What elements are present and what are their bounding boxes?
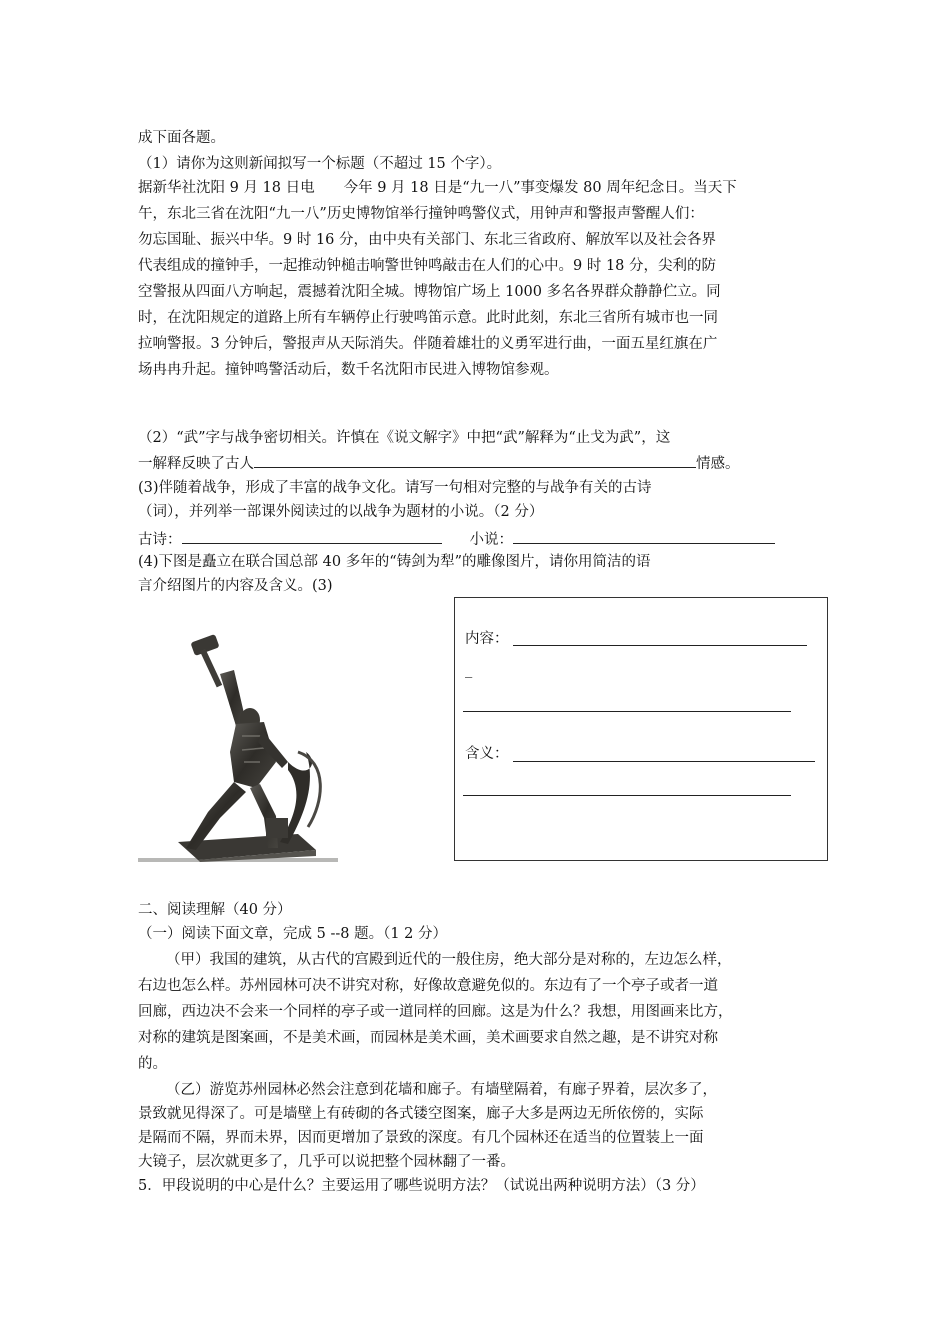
content-answer-line[interactable] — [513, 645, 807, 646]
meaning-answer-line[interactable] — [513, 761, 815, 762]
passage-text: 回廊，西边决不会来一个同样的亭子或一道同样的回廊。这是为什么？我想，用图画来比方， — [138, 1004, 733, 1020]
passage-text: 是隔而不隔，界而未界，因而更增加了景致的深度。有几个园林还在适当的位置装上一面 — [138, 1130, 704, 1146]
meaning-answer-line-2[interactable] — [463, 795, 791, 796]
question-3: （词），并列举一部课外阅读过的以战争为题材的小说。（2 分） — [138, 504, 544, 520]
answer-blank[interactable] — [254, 452, 696, 468]
question-3-blanks — [138, 528, 775, 550]
text-line: 成下面各题。 — [138, 130, 225, 146]
poem-label: 古诗： — [138, 532, 182, 548]
dash-mark: _ — [465, 662, 473, 678]
news-text: 午，东北三省在沈阳“九一八”历史博物馆举行撞钟鸣警仪式，用钟声和警报声警醒人们： — [138, 206, 704, 222]
news-text: 场冉冉升起。撞钟鸣警活动后，数千名沈阳市民进入博物馆参观。 — [138, 362, 559, 378]
passage-text: （乙）游览苏州园林必然会注意到花墙和廊子。有墙壁隔着，有廊子界着，层次多了， — [166, 1082, 717, 1098]
text-fragment: 情感。 — [696, 456, 740, 472]
poem-blank[interactable] — [182, 528, 442, 544]
question-1: （1）请你为这则新闻拟写一个标题（不超过 15 个字）。 — [138, 156, 502, 172]
reading-instruction: （一）阅读下面文章，完成 5 --8 题。（1 2 分） — [138, 926, 447, 942]
question-2: （2）“武”字与战争密切相关。许慎在《说文解字》中把“武”解释为“止戈为武”，这 — [138, 430, 671, 446]
passage-text: （甲）我国的建筑，从古代的宫殿到近代的一般住房，绝大部分是对称的，左边怎么样， — [166, 952, 732, 968]
answer-box — [454, 597, 828, 861]
question-3: (3)伴随着战争，形成了丰富的战争文化。请写一句相对完整的与战争有关的古诗 — [138, 480, 652, 496]
news-text: 代表组成的撞钟手，一起推动钟槌击响警世钟鸣敲击在人们的心中。9 时 18 分，尖利的防 — [138, 258, 716, 274]
question-2-blank-line — [138, 452, 740, 474]
question-4: (4)下图是矗立在联合国总部 40 多年的“铸剑为犁”的雕像图片，请你用简洁的语 — [138, 554, 651, 570]
meaning-label: 含义： — [465, 746, 509, 762]
news-text: 拉响警报。3 分钟后，警报声从天际消失。伴随着雄壮的义勇军进行曲，一面五星红旗在广 — [138, 336, 718, 352]
question-5: 5．甲段说明的中心是什么？主要运用了哪些说明方法？（试说出两种说明方法）（3 分） — [138, 1178, 705, 1194]
passage-text: 大镜子，层次就更多了，几乎可以说把整个园林翻了一番。 — [138, 1154, 515, 1170]
novel-label: 小说： — [469, 532, 513, 548]
news-text: 据新华社沈阳 9 月 18 日电 今年 9 月 18 日是“九一八”事变爆发 80 周年纪念日。当天下 — [138, 180, 737, 196]
passage-text: 景致就见得深了。可是墙壁上有砖砌的各式镂空图案，廊子大多是两边无所依傍的，实际 — [138, 1106, 704, 1122]
novel-blank[interactable] — [513, 528, 775, 544]
news-text: 空警报从四面八方响起，震撼着沈阳全城。博物馆广场上 1000 多名各界群众静静伫立。同 — [138, 284, 721, 300]
passage-text: 的。 — [138, 1056, 167, 1072]
content-label: 内容： — [465, 631, 509, 647]
news-text: 勿忘国耻、振兴中华。9 时 16 分，由中央有关部门、东北三省政府、解放军以及社会各界 — [138, 232, 716, 248]
swords-into-plowshares-statue-image — [138, 612, 338, 864]
news-text: 时，在沈阳规定的道路上所有车辆停止行驶鸣笛示意。此时此刻，东北三省所有城市也一同 — [138, 310, 718, 326]
passage-text: 对称的建筑是图案画，不是美术画，而园林是美术画，美术画要求自然之趣，是不讲究对称 — [138, 1030, 718, 1046]
question-4: 言介绍图片的内容及含义。(3) — [138, 578, 333, 594]
text-fragment: 一解释反映了古人 — [138, 456, 254, 472]
passage-text: 右边也怎么样。苏州园林可决不讲究对称，好像故意避免似的。东边有了一个亭子或者一道 — [138, 978, 718, 994]
section-heading: 二、阅读理解（40 分） — [138, 902, 292, 918]
content-answer-line-2[interactable] — [463, 711, 791, 712]
